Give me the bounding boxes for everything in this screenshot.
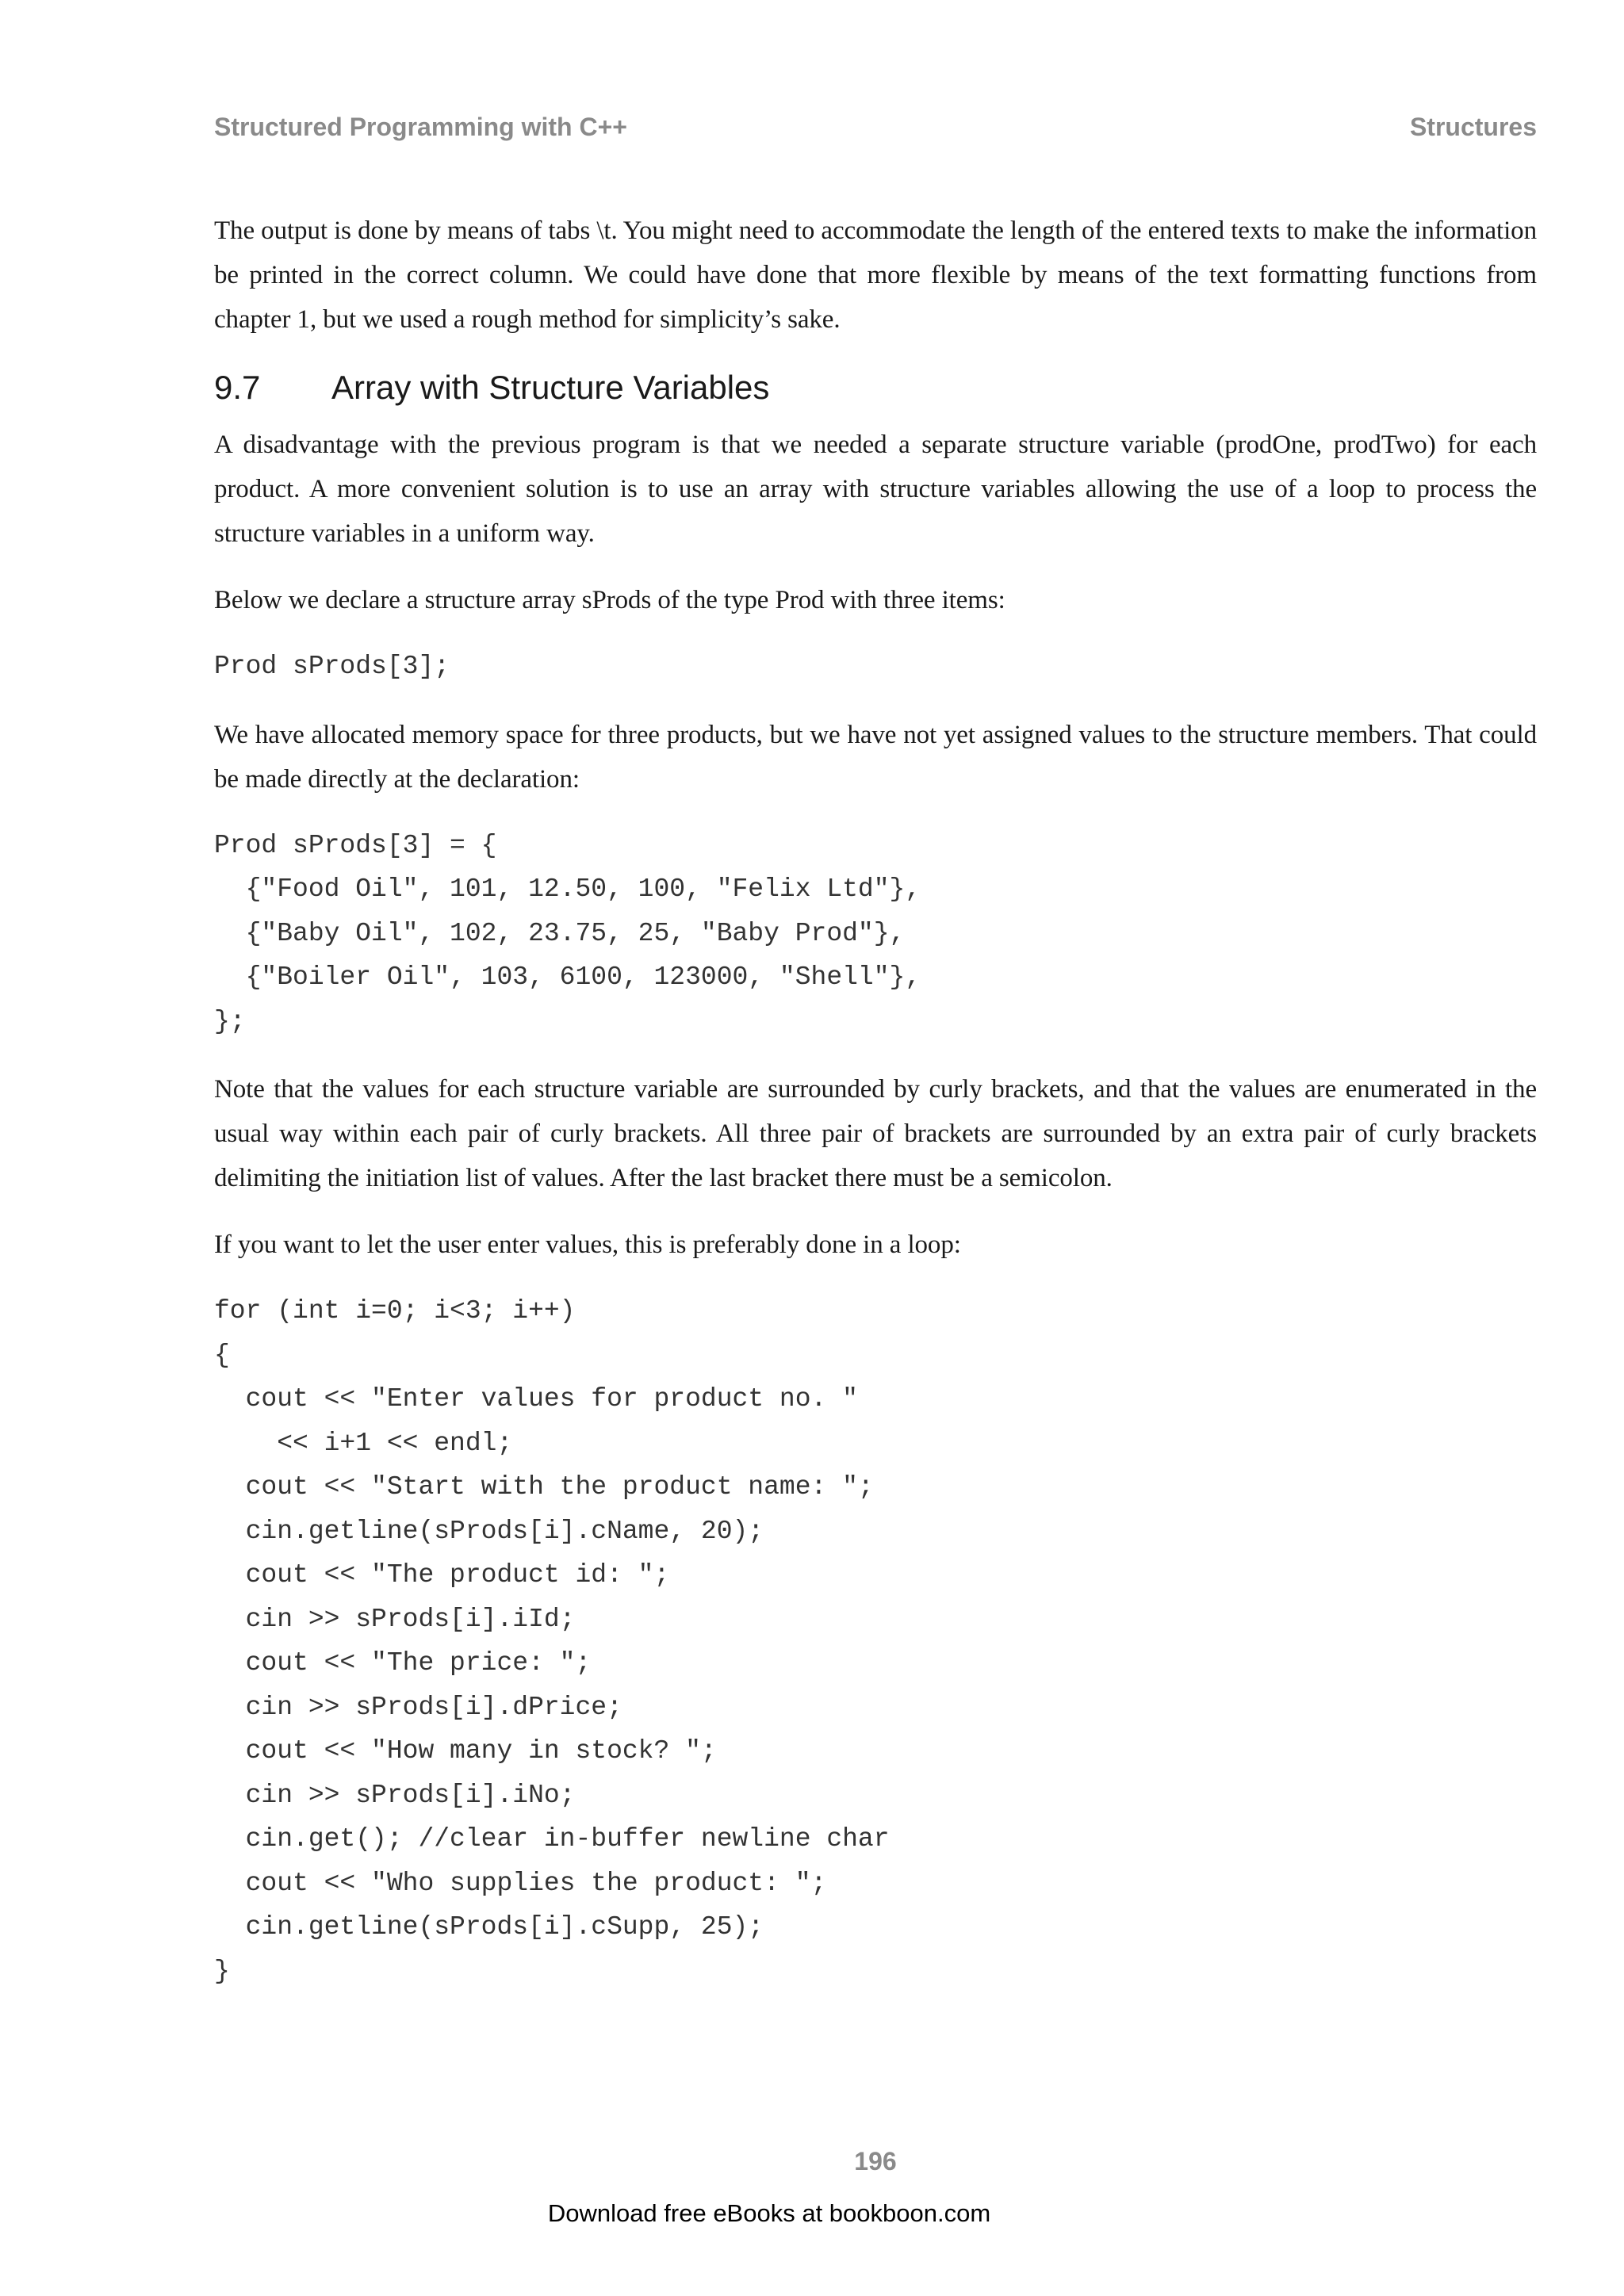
paragraph-disadvantage: A disadvantage with the previous program is that we needed a separate structure variable (prodOne, prodTwo) for each product. A more convenient solution is to use an array with structure variables allowing the use of a loop to process the structure variables in a uniform way. [214,430,1537,548]
header-book-title: Structured Programming with C++ [214,113,627,141]
page-content [214,209,1537,2017]
section-title: Array with Structure Variables [331,369,770,406]
download-ebooks-link[interactable]: Download free eBooks at bookboon.com [547,2199,991,2227]
section-number: 9.7 [214,369,261,406]
section-heading [214,364,1537,411]
header-chapter-title: Structures [1409,113,1537,141]
code-declaration: Prod sProds[3]; [214,652,450,681]
paragraph-user-loop: If you want to let the user enter values, this is preferably done in a loop: [214,1230,961,1259]
paragraph-curly-brackets: Note that the values for each structure variable are surrounded by curly brackets, and that the values are enumerated in the usual way within each pair of curly brackets. All three pair of brackets are surrounded by an extra pair of curly brackets delimiting the initiation list of values. After the last bracket there must be a semicolon. [214,1075,1537,1192]
paragraph-output-tabs: The output is done by means of tabs \t. You might need to accommodate the length of the entered texts to make the information be printed in the correct column. We could have done that more flexible by means of the text formatting functions from chapter 1, but we used a rough method for simplicity’s sake. [214,216,1537,334]
page-number: 196 [854,2147,897,2175]
code-input-loop: for (int i=0; i<3; i++) { cout << "Enter values for product no. " << i+1 << endl; cout << "Start with the product name: "; cin.getline(sProds[i].cName, 20); cout << "The product id: "; cin >> sProds[i].iId; cout << "The price: "; cin >> sProds[i].dPrice; cout << "How many in stock? "; cin >> sProds[i].iNo; cin.get(); //clear in-buffer newline char cout << "Who supplies the product: "; cin.getline(sProds[i].cSupp, 25); } [214,1296,890,1986]
code-initialization: Prod sProds[3] = { {"Food Oil", 101, 12.50, 100, "Felix Ltd"}, {"Baby Oil", 102, 23.75, 25, "Baby Prod"}, {"Boiler Oil", 103, 6100, 123000, "Shell"}, }; [214,830,921,1036]
paragraph-allocated-memory: We have allocated memory space for three products, but we have not yet assigned values to the structure members. That could be made directly at the declaration: [214,720,1537,794]
paragraph-declare-array: Below we declare a structure array sProds of the type Prod with three items: [214,586,1005,614]
running-header [214,113,1537,142]
document-page [214,0,1537,2296]
